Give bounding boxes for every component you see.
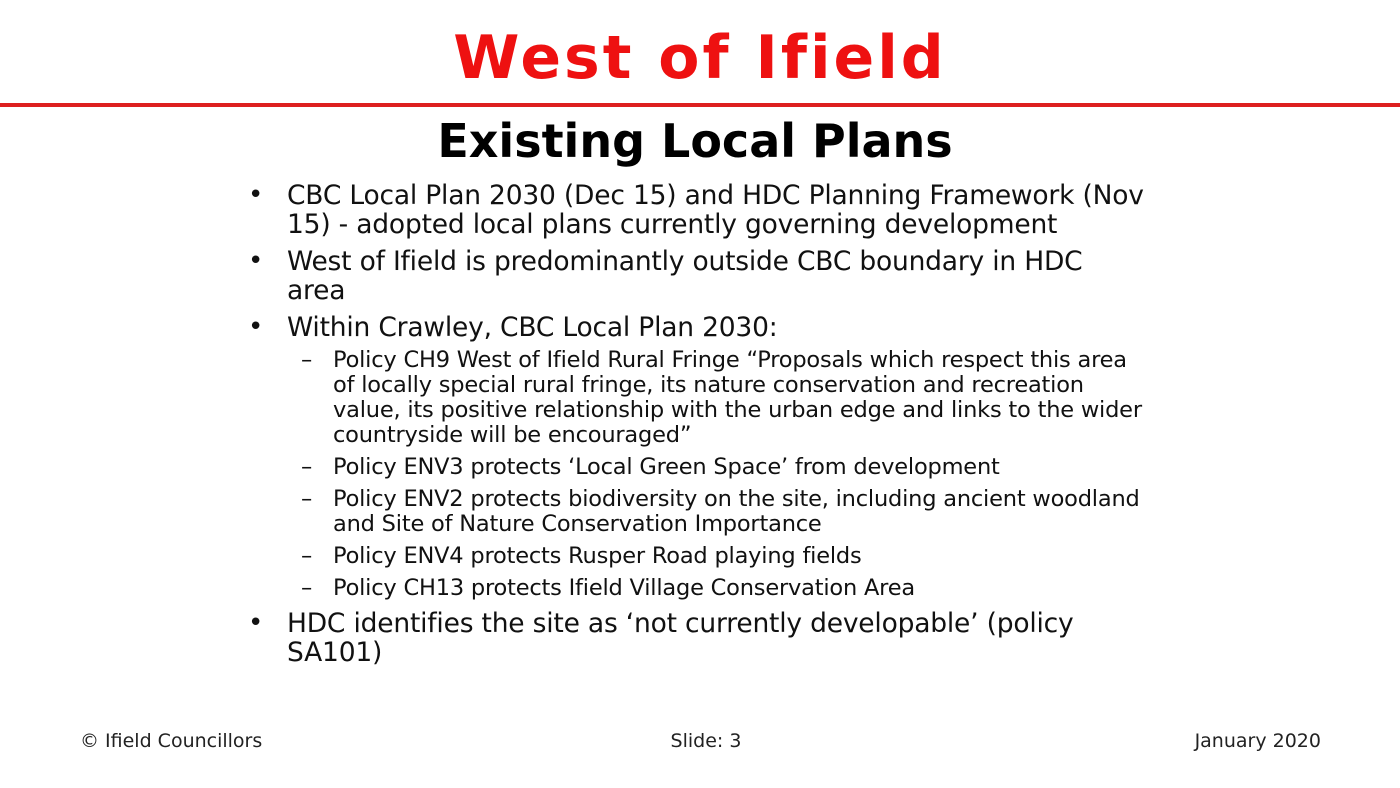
bullet-text: HDC identifies the site as ‘not currently developable’ (policy SA101) <box>287 608 1074 668</box>
bullet-item <box>248 313 1148 601</box>
bullet-item <box>248 247 1148 305</box>
bullet-list <box>248 181 1148 667</box>
sub-bullet-text: Policy CH9 West of Ifield Rural Fringe “Proposals which respect this area of locally special rural fringe, its nature conservation and recreation value, its positive relationship with the urban edge and links to the wider countryside will be encouraged” <box>333 347 1142 448</box>
sub-bullet-item <box>287 455 1148 480</box>
bullet-marker: • <box>248 180 264 210</box>
sub-bullet-item <box>287 544 1148 569</box>
title-divider <box>0 103 1400 107</box>
footer-copyright: © Ifield Councillors <box>80 730 263 752</box>
bullet-marker: • <box>248 608 264 638</box>
sub-bullet-text: Policy ENV3 protects ‘Local Green Space’ from development <box>333 454 1000 480</box>
sub-bullet-text: Policy ENV2 protects biodiversity on the site, including ancient woodland and Site of Nature Conservation Importance <box>333 486 1140 537</box>
sub-bullet-item <box>287 576 1148 601</box>
sub-bullet-text: Policy ENV4 protects Rusper Road playing fields <box>333 543 862 569</box>
bullet-text: CBC Local Plan 2030 (Dec 15) and HDC Planning Framework (Nov 15) - adopted local plans currently governing development <box>287 180 1144 240</box>
footer-date: January 2020 <box>1194 730 1321 752</box>
sub-bullet-marker: – <box>301 543 313 569</box>
sub-bullet-list <box>287 348 1148 601</box>
bullet-marker: • <box>248 246 264 276</box>
bullet-text: West of Ifield is predominantly outside CBC boundary in HDC area <box>287 246 1083 306</box>
bullet-marker: • <box>248 312 264 342</box>
sub-bullet-item <box>287 487 1148 537</box>
sub-bullet-marker: – <box>301 575 313 601</box>
bullet-text: Within Crawley, CBC Local Plan 2030: <box>287 312 778 343</box>
sub-bullet-marker: – <box>301 486 313 512</box>
sub-bullet-text: Policy CH13 protects Ifield Village Conservation Area <box>333 575 915 601</box>
slide-title: West of Ifield <box>453 23 947 93</box>
bullet-item <box>248 181 1148 239</box>
sub-bullet-item <box>287 348 1148 448</box>
slide-subtitle: Existing Local Plans <box>437 114 953 168</box>
sub-bullet-marker: – <box>301 454 313 480</box>
bullet-item <box>248 609 1148 667</box>
sub-bullet-marker: – <box>301 347 313 373</box>
footer-slide-number: Slide: 3 <box>670 730 742 752</box>
slide-content <box>248 181 1148 675</box>
